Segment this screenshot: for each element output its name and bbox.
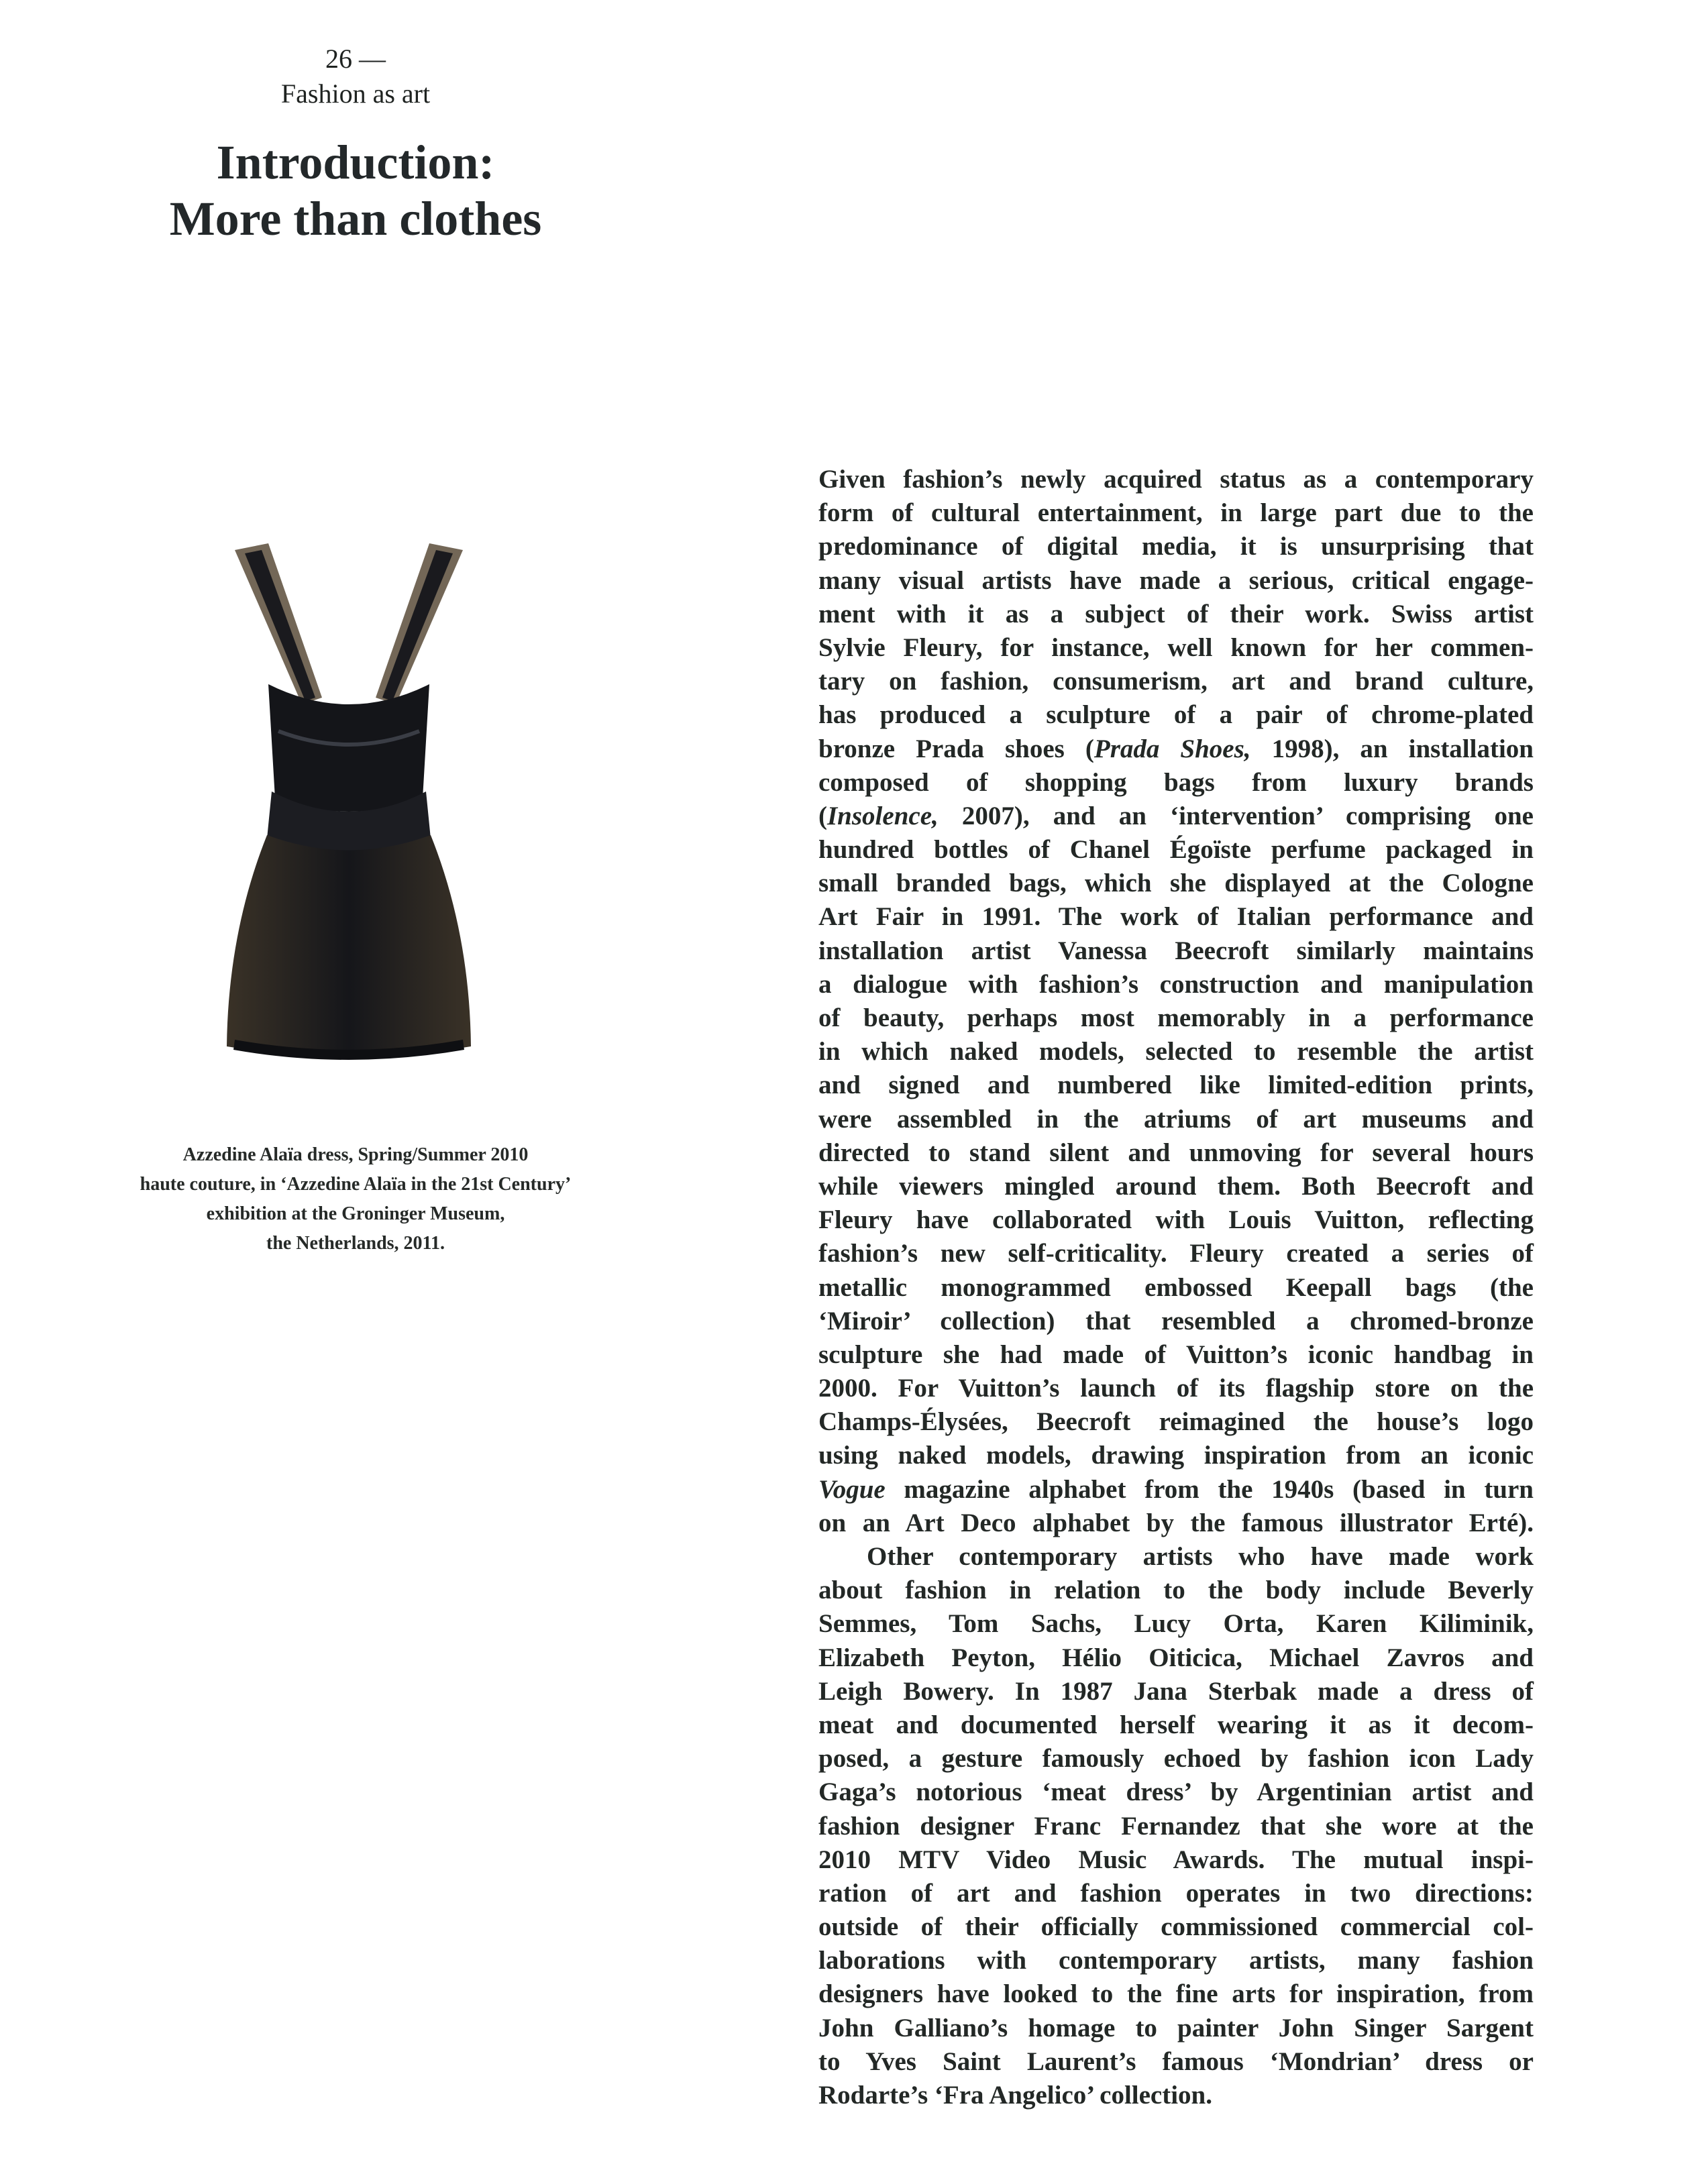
- text-segment: Semmes, Tom Sachs, Lucy Orta, Karen Kiliminik,: [818, 1609, 1534, 1639]
- text-segment: Sylvie Fleury, for instance, well known for her commen-: [818, 633, 1534, 662]
- text-line: [818, 1103, 1534, 1136]
- text-line: [818, 1237, 1534, 1270]
- text-segment: John Galliano’s homage to painter John Singer Sargent: [818, 2013, 1534, 2043]
- text-segment: (: [818, 801, 827, 830]
- text-segment: while viewers mingled around them. Both Beecroft and: [818, 1171, 1534, 1201]
- text-segment: 2010 MTV Video Music Awards. The mutual inspi-: [818, 1845, 1534, 1874]
- caption-line: Azzedine Alaïa dress, Spring/Summer 2010: [182, 1144, 529, 1165]
- text-segment: composed of shopping bags from luxury brands: [818, 767, 1534, 797]
- text-line: [818, 564, 1534, 598]
- text-line: [818, 1877, 1534, 1910]
- text-segment: sculpture she had made of Vuitton’s iconic handbag in: [818, 1340, 1534, 1369]
- page-number: 26 —: [325, 44, 386, 74]
- text-segment: 1998), an installation: [1250, 734, 1534, 763]
- text-line: [818, 1810, 1534, 1843]
- text-segment: Fleury have collaborated with Louis Vuitton, reflecting: [818, 1205, 1534, 1235]
- text-line: [818, 665, 1534, 698]
- text-segment: to Yves Saint Laurent’s famous ‘Mondrian’ dress or: [818, 2047, 1534, 2076]
- text-line: [818, 1069, 1534, 1102]
- text-line: [818, 1203, 1534, 1237]
- text-line: [818, 1372, 1534, 1405]
- italic-title: Prada Shoes,: [1093, 734, 1251, 763]
- text-segment: hundred bottles of Chanel Égoïste perfume packaged in: [818, 835, 1534, 865]
- text-line: [818, 833, 1534, 867]
- text-segment: 2007), and an ‘intervention’ comprising one: [938, 801, 1534, 830]
- text-line: [818, 1001, 1534, 1035]
- dress-illustration: [221, 530, 476, 1067]
- text-line: [818, 867, 1534, 900]
- text-segment: designers have looked to the fine arts for inspiration, from: [818, 1979, 1534, 2009]
- text-segment: metallic monogrammed embossed Keepall bags (the: [818, 1272, 1534, 1302]
- chapter-title: [81, 134, 631, 247]
- text-line: [818, 1742, 1534, 1776]
- text-segment: about fashion in relation to the body include Beverly: [818, 1576, 1534, 1605]
- text-line: [818, 1338, 1534, 1372]
- text-line: [818, 1271, 1534, 1305]
- text-line: [818, 1136, 1534, 1170]
- text-segment: Given fashion’s newly acquired status as a contemporary: [818, 465, 1534, 494]
- text-line: [818, 1473, 1534, 1507]
- text-segment: using naked models, drawing inspiration from an iconic: [818, 1441, 1534, 1470]
- text-segment: bronze Prada shoes (: [818, 734, 1094, 763]
- caption-line: exhibition at the Groninger Museum,: [206, 1203, 505, 1224]
- text-line: [818, 1405, 1534, 1439]
- text-line: [818, 1439, 1534, 1472]
- dress-photo: [221, 530, 476, 1067]
- text-segment: 2000. For Vuitton’s launch of its flagship store on the: [818, 1374, 1534, 1403]
- text-line: [818, 698, 1534, 732]
- text-segment: ment with it as a subject of their work. Swiss artist: [818, 599, 1534, 629]
- text-segment: tary on fashion, consumerism, art and brand culture,: [818, 667, 1534, 696]
- title-line-2: More than clothes: [169, 192, 542, 246]
- running-header: [121, 42, 590, 111]
- text-segment: form of cultural entertainment, in large part due to the: [818, 498, 1534, 528]
- text-segment: magazine alphabet from the 1940s (based in turn: [885, 1474, 1534, 1504]
- text-line: [818, 2079, 1534, 2112]
- caption-line: haute couture, in ‘Azzedine Alaïa in the 21st Century’: [140, 1174, 572, 1195]
- text-line: [818, 1944, 1534, 1977]
- text-segment: installation artist Vanessa Beecroft similarly maintains: [818, 936, 1534, 965]
- body-text: [818, 463, 1534, 2112]
- text-line: [818, 732, 1534, 766]
- figure-caption: [87, 1140, 624, 1258]
- italic-title: Vogue: [818, 1474, 886, 1504]
- text-line: [818, 1977, 1534, 2011]
- text-line: [818, 800, 1534, 833]
- text-line: [818, 2045, 1534, 2079]
- text-line: [818, 1675, 1534, 1708]
- text-segment: Art Fair in 1991. The work of Italian performance and: [818, 902, 1534, 932]
- text-line: [818, 496, 1534, 530]
- text-segment: laborations with contemporary artists, many fashion: [818, 1946, 1534, 1975]
- text-segment: Elizabeth Peyton, Hélio Oiticica, Michael Zavros and: [818, 1643, 1534, 1672]
- text-line: [818, 1708, 1534, 1742]
- text-line: [818, 1035, 1534, 1069]
- text-segment: posed, a gesture famously echoed by fashion icon Lady: [818, 1744, 1534, 1774]
- text-segment: small branded bags, which she displayed at the Cologne: [818, 869, 1534, 898]
- section-title: Fashion as art: [280, 78, 431, 109]
- text-segment: outside of their officially commissioned commercial col-: [818, 1912, 1534, 1942]
- text-segment: in which naked models, selected to resemble the artist: [818, 1037, 1534, 1067]
- text-segment: ration of art and fashion operates in two directions:: [818, 1878, 1534, 1908]
- text-segment: directed to stand silent and unmoving for several hours: [818, 1138, 1534, 1167]
- text-line: [818, 1641, 1534, 1675]
- text-line: [818, 1305, 1534, 1338]
- text-segment: ‘Miroir’ collection) that resembled a chromed-bronze: [818, 1306, 1534, 1336]
- text-segment: of beauty, perhaps most memorably in a performance: [818, 1003, 1534, 1032]
- text-line: [818, 1843, 1534, 1877]
- text-segment: meat and documented herself wearing it as it decom-: [818, 1710, 1534, 1739]
- text-segment: predominance of digital media, it is unsurprising that: [818, 532, 1534, 561]
- text-segment: Leigh Bowery. In 1987 Jana Sterbak made a dress of: [818, 1676, 1534, 1706]
- text-segment: Gaga’s notorious ‘meat dress’ by Argentinian artist and: [818, 1778, 1534, 1807]
- text-segment: Rodarte’s ‘Fra Angelico’ collection.: [818, 2081, 1212, 2110]
- text-segment: a dialogue with fashion’s construction and manipulation: [818, 969, 1534, 999]
- text-line: [818, 766, 1534, 800]
- text-line: [818, 1540, 1534, 1574]
- text-line: [818, 463, 1534, 496]
- text-line: [818, 631, 1534, 665]
- text-line: [818, 1910, 1534, 1944]
- text-line: [818, 530, 1534, 563]
- text-line: [818, 2012, 1534, 2045]
- text-segment: fashion’s new self-criticality. Fleury created a series of: [818, 1239, 1534, 1268]
- text-line: [818, 900, 1534, 934]
- title-line-1: Introduction:: [216, 135, 495, 189]
- text-segment: Champs-Élysées, Beecroft reimagined the house’s logo: [818, 1407, 1534, 1437]
- caption-line: the Netherlands, 2011.: [266, 1233, 445, 1254]
- text-segment: many visual artists have made a serious, critical engage-: [818, 565, 1534, 595]
- text-line: [818, 968, 1534, 1001]
- text-line: [818, 1776, 1534, 1809]
- text-segment: were assembled in the atriums of art museums and: [818, 1104, 1534, 1134]
- text-line: [818, 1574, 1534, 1607]
- text-segment: on an Art Deco alphabet by the famous illustrator Erté).: [818, 1508, 1534, 1537]
- text-line: [818, 1170, 1534, 1203]
- text-line: [818, 934, 1534, 968]
- text-segment: and signed and numbered like limited-edition prints,: [818, 1071, 1534, 1100]
- text-line: [818, 598, 1534, 631]
- italic-title: Insolence,: [827, 801, 939, 830]
- text-line: [818, 1607, 1534, 1641]
- text-line: [818, 1507, 1534, 1540]
- text-segment: has produced a sculpture of a pair of chrome-plated: [818, 700, 1534, 730]
- text-segment: Other contemporary artists who have made work: [867, 1542, 1534, 1571]
- text-segment: fashion designer Franc Fernandez that she wore at the: [818, 1811, 1534, 1841]
